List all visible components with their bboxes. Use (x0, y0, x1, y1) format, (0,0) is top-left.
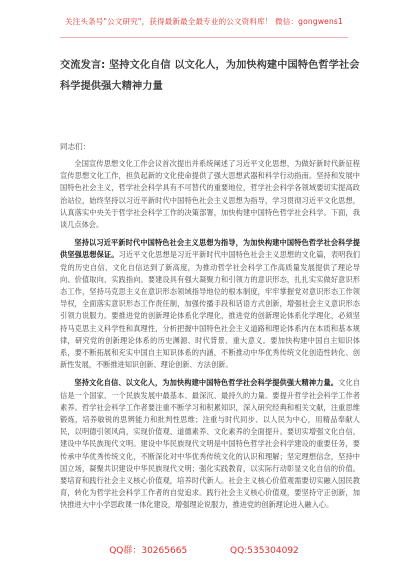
footer-qq-group: QQ群：30265665 (109, 546, 188, 556)
paragraph-lead: 坚持文化自信、以文化人，为加快构建中国特色哲学社会科学提供强大精神力量。 (74, 378, 339, 388)
document-title: 交流发言: 坚持文化自信 以文化人，为加快构建中国特色哲学社会科学提供强大精神力量 (60, 60, 360, 92)
paragraph-text: 习近平文化思想是习近平新时代中国特色社会主义思想的文化篇，表明我们党的历史自信、文化自信达到了新高度，为推动哲学社会科学工作高质量发展提供了理论导向、价值取向、实践指向。要建设具有强大凝聚力和引领力的意识形态，扎扎实实做好意识形态工作，坚持马克思主义在意识形态领域指导地位的根本制度，牢牢掌握党对意识形态工作领导权，全面落实意识形态工作责任制，加强传播手段和话语方式创新，增强社会主义意识形态引领力说服力。要推进党的创新理论体系化学理化，推进党的创新理论体系化学理化，必须坚持马克思主义科学性和真理性，分析把握中国特色社会主义道路和理论体系内在本质和基本规律，研究党的创新理论体系的历史渊源、时代背景、重大意义。要加快构建中国自主知识体系，要不断拓展和充实中国自主知识体系的内涵，不断推动中华优秀传统文化创造性转化、创新性发展，不断推进知识创新、理论创新、方法创新。 (60, 250, 360, 370)
paragraph-text: 文化自信是一个国家、一个民族发展中最基本、最深沉、最持久的力量。要提升哲学社会科学工作者素养。哲学社会科学工作者要注重不断学习和积累知识，深入研究经典和相关文献，注重思维锻炼，培养敏锐的思辨能力和批判性思维；注重与时代同步、以人民为中心，用精品奉献人民，以明德引领风尚，实现价值观、道德素养、文化素养的全面提升。要切实增强文化自信，建设中华民族现代文明。建设中华民族现代文明是中国特色哲学社会科学建设的重要任务，要传承中华优秀传统文化，不断深化对中华优秀传统文化的认识和理解；坚定理想信念，坚持中国立场，凝聚共识建设中华民族现代文明；强化实践教育，以实际行动彰显文化自信的价值。要培育和践行社会主义核心价值观，培养时代新人。社会主义核心价值观需要切实融入国民教育，转化为哲学社会科学工作者的自觉追求。践行社会主义核心价值观，要坚持守正创新，加快推进大中小学思政课一体化建设，增强理论说服力，推进党的创新理论进入融入心。 (60, 378, 360, 510)
paragraph-section-1 (60, 237, 360, 371)
paragraph-section-2 (60, 377, 360, 511)
footer-qq: QQ:535304092 (230, 546, 299, 556)
top-banner: 关注头条号"公文研究"，获得最新最全最专业的公文资料库！ 微信：gongwens1 (64, 17, 344, 26)
header-divider (60, 37, 348, 38)
document-body (60, 55, 360, 512)
greeting: 同志们： (60, 142, 91, 151)
paragraph-lead: 坚持以习近平新时代中国特色社会主义思想为指导，为加快构建中国特色哲学社会科学提供坚强思想保证。 (60, 238, 360, 260)
paragraph-intro (60, 158, 360, 231)
paragraph-text: 全国宣传思想文化工作会议首次提出并系统阐述了习近平文化思想，为做好新时代新征程宣传思想文化工作，担负起新的文化使命提供了强大思想武器和科学行动指南。坚持和发展中国特色社会主义，哲学社会科学具有不可替代的重要地位，哲学社会科学各领域要切实提高政治站位，始终坚持以习近平新时代中国特色社会主义思想为指导，学习贯彻习近平文化思想，认真落实中央关于哲学社会科学工作的决策部署，加快构建中国特色哲学社会科学。下面，我谈几点体会。 (60, 159, 360, 230)
footer (0, 543, 408, 556)
